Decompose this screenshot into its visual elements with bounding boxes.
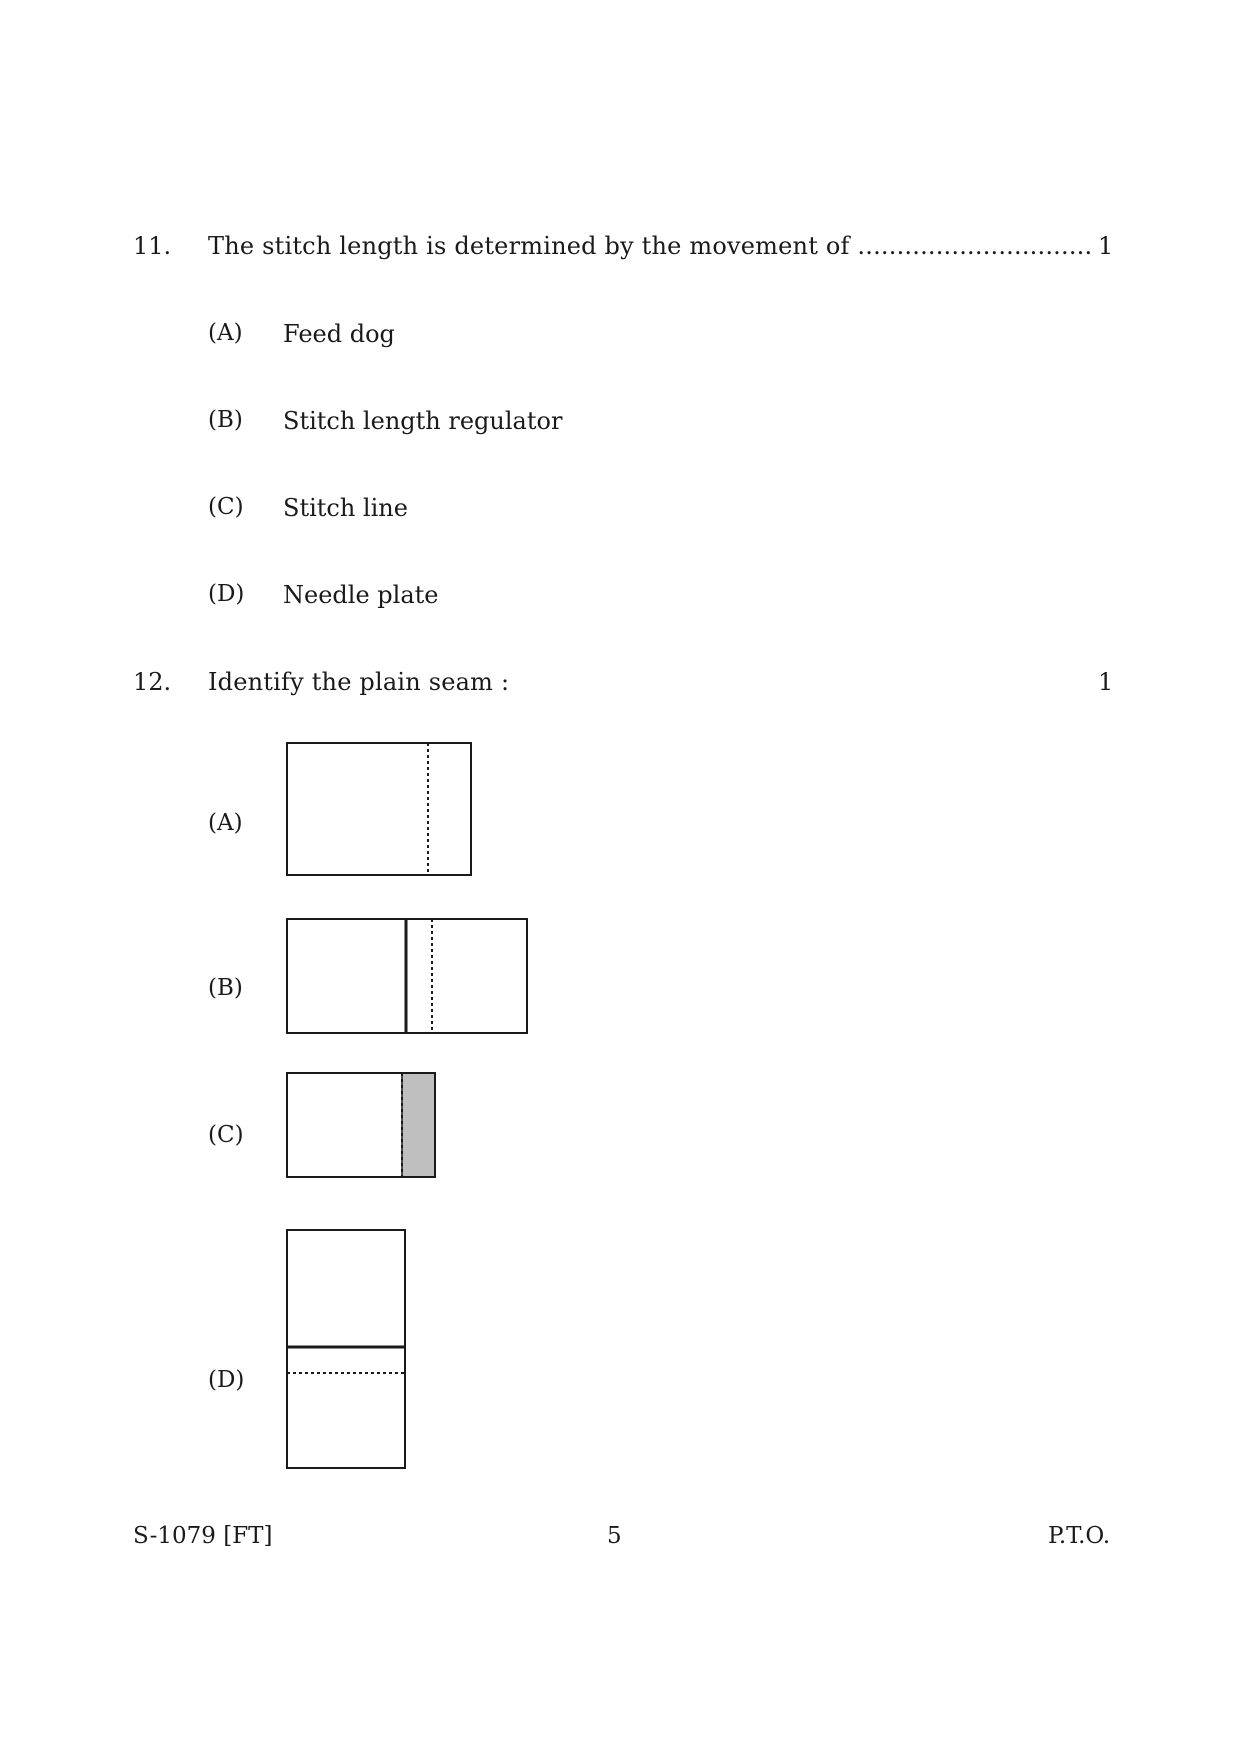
option-label-b: (B) — [208, 407, 243, 433]
option-label-c: (C) — [208, 494, 244, 520]
option-label-c: (C) — [208, 1122, 244, 1148]
option-text-b: Stitch length regulator — [283, 407, 563, 435]
please-turn-over: P.T.O. — [1048, 1523, 1111, 1549]
seam-allowance-fill — [402, 1073, 435, 1177]
paper-code: S-1079 [FT] — [133, 1523, 273, 1549]
fabric-outline — [287, 743, 471, 875]
question-marks: 1 — [1098, 668, 1114, 696]
page-number: 5 — [607, 1523, 622, 1549]
option-label-d: (D) — [208, 581, 245, 607]
seam-diagram-b — [284, 916, 530, 1036]
option-label-a: (A) — [208, 320, 243, 346]
fabric-outline — [287, 1230, 405, 1468]
option-text-c: Stitch line — [283, 494, 408, 522]
option-text-d: Needle plate — [283, 581, 439, 609]
question-text: The stitch length is determined by the movement of .............................. — [208, 232, 1093, 260]
seam-diagram-d — [284, 1227, 408, 1471]
question-number: 11. — [133, 232, 172, 260]
option-label-d: (D) — [208, 1367, 245, 1393]
option-label-a: (A) — [208, 810, 243, 836]
seam-diagram-a — [284, 740, 474, 878]
question-number: 12. — [133, 668, 172, 696]
option-label-b: (B) — [208, 975, 243, 1001]
seam-diagram-c — [284, 1070, 438, 1180]
question-marks: 1 — [1098, 232, 1114, 260]
question-text: Identify the plain seam : — [208, 668, 510, 696]
option-text-a: Feed dog — [283, 320, 395, 348]
